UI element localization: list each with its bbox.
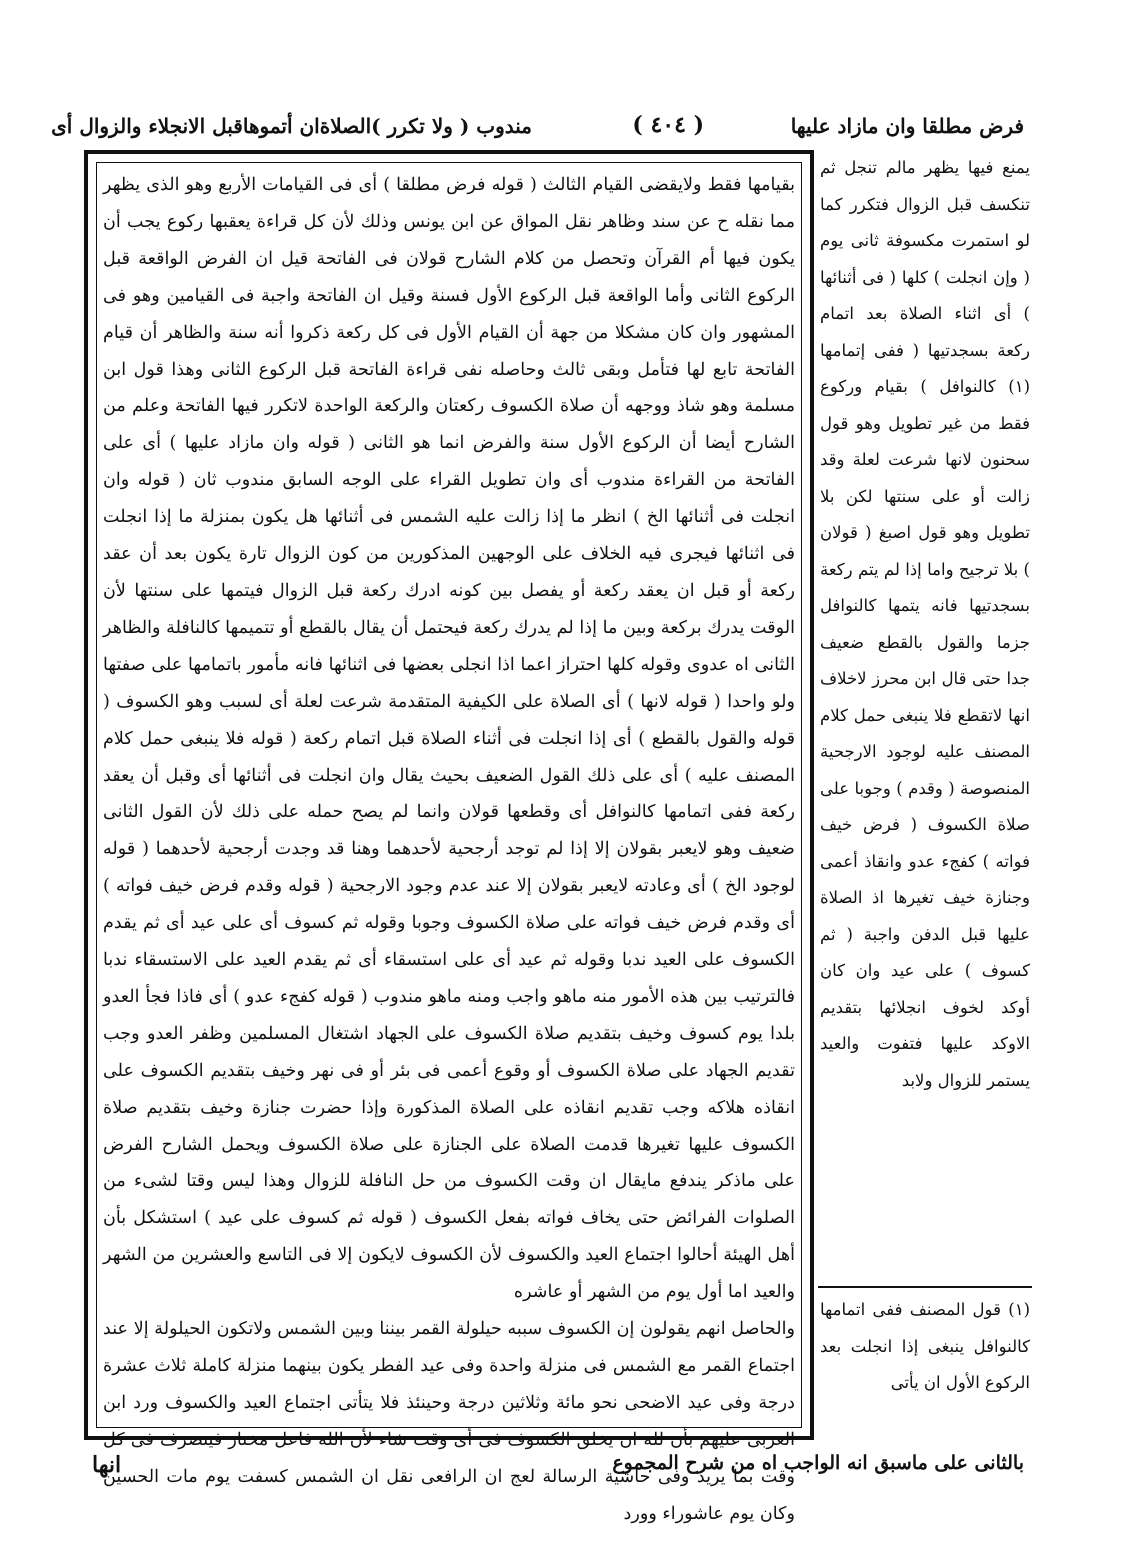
margin-footnote: (١) قول المصنف ففى اتمامها كالنوافل ينبغى إذا انجلت بعد الركوع الأول ان يأتى: [820, 1300, 1030, 1392]
header-left-text: مندوب ( ولا تكرر )الصلاةان أتموهاقبل الانجلاء والزوال أى: [51, 114, 532, 138]
footnote-continuation: بالثانى على ماسبق انه الواجب اه من شرح المجموع: [612, 1452, 1024, 1474]
catchword: انها: [92, 1452, 122, 1478]
page-header: [51, 110, 1024, 150]
margin-text: يمنع فيها يظهر مالم تنجل ثم تنكسف قبل الزوال فتكرر كما لو استمرت مكسوفة ثانى يوم ( وإن انجلت ) كلها ( فى أثنائها ) أى اثناء الصلاة بعد اتمام ركعة بسجدتيها ( ففى إتمامها (١) كالنوافل ) بقيام وركوع فقط من غير تطويل وهو قول سحنون لانها شرعت لعلة وقد زالت أو على سنتها لكن بلا تطويل وهو قول اصبغ ( قولان ) بلا ترجيح واما إذا لم يتم ركعة بسجدتيها فانه يتمها كالنوافل جزما والقول بالقطع ضعيف جدا حتى قال ابن محرز لاخلاف انها لاتقطع فلا ينبغى حمل كلام المصنف عليه لوجود الارجحية المنصوصة ( وقدم ) وجوبا على صلاة الكسوف ( فرض خيف فواته ) كفجء عدو وانقاذ أعمى وجنازة خيف تغيرها اذ الصلاة عليها قبل الدفن واجبة ( ثم كسوف ) على عيد وان كان أوكد لخوف انجلائها بتقديم الاوكد عليها فتفوت والعيد يستمر للزوال ولابد: [820, 158, 1030, 1090]
main-text-inner-border: [96, 162, 802, 1524]
header-right-text: فرض مطلقا وان مازاد عليها: [790, 114, 1024, 138]
commentary-text: [103, 167, 795, 1524]
footnote-divider: [818, 1286, 1032, 1288]
commentary-paragraph-2: والحاصل انهم يقولون إن الكسوف سببه حيلولة القمر بيننا وبين الشمس ولاتكون الحيلولة إلا عند اجتماع القمر مع الشمس فى منزلة واحدة وفى عيد الفطر يكون بينهما منزلة كاملة ثلاث عشرة درجة وفى عيد الاضحى نحو مائة وثلاثين درجة وحينئذ فلا يتأتى اجتماع العيد والكسوف ورد ابن العربى عليهم بأن لله ان يخلق الكسوف فى أى وقت شاء لأن الله فاعل مختار فيتصرف فى كل وقت بما يريد وفى حاشية الرسالة لعج ان الرافعى نقل ان الشمس كسفت يوم مات الحسين وكان يوم عاشوراء وورد: [103, 1319, 795, 1524]
page-number: ( ٤٠٤ ): [632, 112, 704, 138]
commentary-paragraph-1: بقيامها فقط ولايقضى القيام الثالث ( قوله فرض مطلقا ) أى فى القيامات الأربع وهو الذى يظهر مما نقله ح عن سند وظاهر نقل المواق عن ابن يونس وذلك لأن كل قراءة يعقبها ركوع يجب أن يكون فيها أم القرآن وتحصل من كلام الشارح قولان فى الفاتحة قيل ان الفرض الواقعة قبل الركوع الثانى وأما الواقعة قبل الركوع الأول فسنة وقيل ان الفاتحة واجبة فى القيامين وهو فى المشهور وان كان مشكلا من جهة أن القيام الأول فى كل ركعة ذكروا أنه سنة والظاهر أن قيام الفاتحة تابع لها فتأمل وبقى ثالث وحاصله نفى قراءة الفاتحة قبل الركوع الثانى وهذا قول ابن مسلمة وهو شاذ ووجهه أن صلاة الكسوف ركعتان والركعة الواحدة لاتكرر فيها الفاتحة وعلم من الشارح أيضا أن الركوع الأول سنة والفرض انما هو الثانى ( قوله وان مازاد عليها ) أى على الفاتحة من القراءة مندوب أى وان تطويل القراء على الوجه السابق مندوب ثان ( قوله وان انجلت فى أثنائها الخ ) انظر ما إذا زالت عليه الشمس فى أثنائها هل يكون بمنزلة ما إذا انجلت فى اثنائها فيجرى فيه الخلاف على الوجهين المذكورين من كون الزوال تارة يكون بعد أن عقد ركعة أو قبل ان يعقد ركعة أو يفصل بين كونه ادرك ركعة قبل الزوال فيتمها على سنتها لأن الوقت يدرك بركعة وبين ما إذا لم يدرك ركعة فيحتمل أن يقال بالقطع أو تتميمها كالنافلة والظاهر الثانى اه عدوى وقوله كلها احتراز اعما اذا انجلى بعضها فى اثنائها فانه مأمور باتمامها على صفتها ولو واحدا ( قوله لانها ) أى الصلاة على الكيفية المتقدمة شرعت لعلة أى لسبب وهو الكسوف ( قوله والقول بالقطع ) أى إذا انجلت فى أثناء الصلاة قبل اتمام ركعة ( قوله فلا ينبغى حمل كلام المصنف عليه ) أى على ذلك القول الضعيف بحيث يقال وان انجلت فى أثنائها أى وقبل أن يعقد ركعة ففى اتمامها كالنوافل أى وقطعها قولان وانما لم يصح حمله على ذلك لأن القول الثانى ضعيف وهو لايعبر بقولان إلا إذا لم توجد أرجحية لأحدهما وهنا قد وجدت أرجحية لأحدهما ( قوله لوجود الخ ) أى وعادته لايعبر بقولان إلا عند عدم وجود الارجحية ( قوله وقدم فرض خيف فواته ) أى وقدم فرض خيف فواته على صلاة الكسوف وجوبا وقوله ثم كسوف أى على عيد أى ثم يقدم الكسوف على العيد ندبا وقوله ثم عيد أى على استسقاء أى ثم يقدم العيد على الاستسقاء ندبا فالترتيب بين هذه الأمور منه ماهو واجب ومنه ماهو مندوب ( قوله كفجء عدو ) أى فاذا فجأ العدو بلدا يوم كسوف وخيف بتقديم صلاة الكسوف على الجهاد اشتغال المسلمين وظفر العدو وجب تقديم الجهاد على صلاة الكسوف أو وقوع أعمى فى بئر أو فى نهر وخيف بتقديم الكسوف على انقاذه هلاكه وجب تقديم انقاذه على الصلاة المذكورة وإذا حضرت جنازة وخيف بتقديم صلاة الكسوف عليها تغيرها قدمت الصلاة على الجنازة على صلاة الكسوف ويحمل الشارح الفرض على ماذكر يندفع مايقال ان وقت الكسوف من حل النافلة للزوال وهذا ليس وقتا لشىء من الصلوات الفرائض حتى يخاف فواته بفعل الكسوف ( قوله ثم كسوف على عيد ) استشكل بأن أهل الهيئة أحالوا اجتماع العيد والكسوف لأن الكسوف لايكون إلا فى التاسع والعشرين من الشهر والعيد اما أول يوم من الشهر أو عاشره: [103, 175, 795, 1303]
main-text-frame: [84, 150, 814, 1524]
page-footer: [92, 1452, 1024, 1492]
